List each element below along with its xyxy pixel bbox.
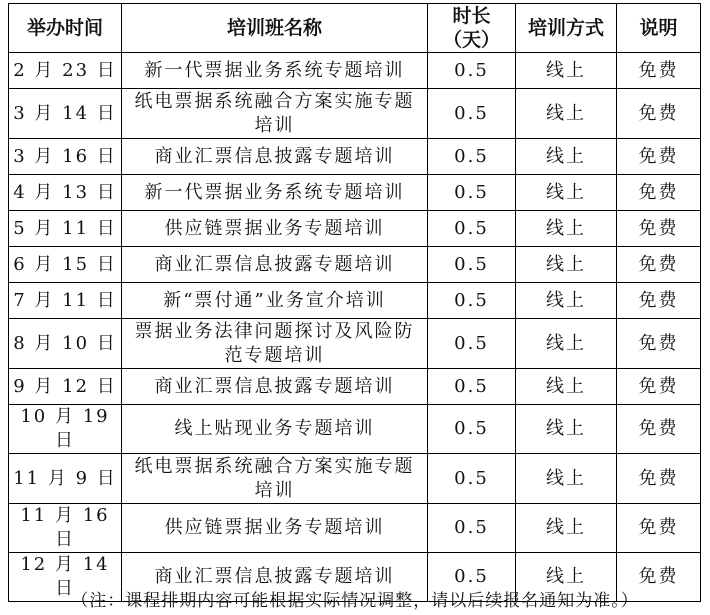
cell-course: 商业汇票信息披露专题培训 [122, 247, 428, 283]
cell-duration: 0.5 [428, 319, 516, 369]
cell-note: 免费 [617, 405, 701, 454]
cell-note: 免费 [617, 175, 701, 211]
cell-note: 免费 [617, 369, 701, 405]
table-header-row [9, 4, 701, 53]
cell-mode: 线上 [516, 53, 617, 89]
cell-duration: 0.5 [428, 553, 516, 602]
table-row [9, 369, 701, 405]
cell-course: 新一代票据业务系统专题培训 [122, 175, 428, 211]
cell-course: 商业汇票信息披露专题培训 [122, 369, 428, 405]
cell-course: 供应链票据业务专题培训 [122, 211, 428, 247]
cell-duration: 0.5 [428, 89, 516, 139]
cell-duration: 0.5 [428, 139, 516, 175]
cell-date: 2 月 23 日 [9, 53, 122, 89]
table-row [9, 89, 701, 139]
cell-course: 线上贴现业务专题培训 [122, 405, 428, 454]
table-row [9, 454, 701, 504]
cell-mode: 线上 [516, 211, 617, 247]
table-body [9, 53, 701, 602]
cell-note: 免费 [617, 553, 701, 602]
cell-date: 3 月 14 日 [9, 89, 122, 139]
cell-duration: 0.5 [428, 211, 516, 247]
header-mode: 培训方式 [516, 4, 617, 53]
training-schedule-table [8, 3, 701, 602]
cell-course: 商业汇票信息披露专题培训 [122, 553, 428, 602]
cell-mode: 线上 [516, 405, 617, 454]
cell-duration: 0.5 [428, 175, 516, 211]
cell-mode: 线上 [516, 89, 617, 139]
cell-note: 免费 [617, 53, 701, 89]
table-row [9, 139, 701, 175]
header-duration: 时长 （天） [428, 4, 516, 53]
table-row [9, 247, 701, 283]
cell-mode: 线上 [516, 283, 617, 319]
cell-duration: 0.5 [428, 283, 516, 319]
cell-date: 11 月 9 日 [9, 454, 122, 504]
cell-mode: 线上 [516, 454, 617, 504]
table-row [9, 211, 701, 247]
cell-course: 供应链票据业务专题培训 [122, 504, 428, 553]
cell-date: 6 月 15 日 [9, 247, 122, 283]
cell-course: 商业汇票信息披露专题培训 [122, 139, 428, 175]
table-row [9, 319, 701, 369]
cell-date: 3 月 16 日 [9, 139, 122, 175]
cell-mode: 线上 [516, 139, 617, 175]
cell-note: 免费 [617, 504, 701, 553]
table-row [9, 405, 701, 454]
cell-date: 5 月 11 日 [9, 211, 122, 247]
cell-note: 免费 [617, 247, 701, 283]
cell-note: 免费 [617, 89, 701, 139]
footnote: （注：课程排期内容可能根据实际情况调整，请以后续报名通知为准。） [71, 591, 639, 611]
table-row [9, 175, 701, 211]
cell-course: 纸电票据系统融合方案实施专题培训 [122, 89, 428, 139]
cell-note: 免费 [617, 319, 701, 369]
cell-mode: 线上 [516, 369, 617, 405]
cell-duration: 0.5 [428, 504, 516, 553]
cell-mode: 线上 [516, 247, 617, 283]
cell-duration: 0.5 [428, 53, 516, 89]
header-date: 举办时间 [9, 4, 122, 53]
cell-note: 免费 [617, 211, 701, 247]
table-row [9, 283, 701, 319]
cell-date: 8 月 10 日 [9, 319, 122, 369]
cell-note: 免费 [617, 139, 701, 175]
cell-mode: 线上 [516, 175, 617, 211]
table-row [9, 504, 701, 553]
table-row [9, 53, 701, 89]
cell-mode: 线上 [516, 504, 617, 553]
cell-note: 免费 [617, 454, 701, 504]
cell-course: 新“票付通”业务宣介培训 [122, 283, 428, 319]
cell-mode: 线上 [516, 553, 617, 602]
cell-date: 7 月 11 日 [9, 283, 122, 319]
cell-date: 11 月 16 日 [9, 504, 122, 553]
header-course: 培训班名称 [122, 4, 428, 53]
cell-duration: 0.5 [428, 405, 516, 454]
cell-date: 10 月 19 日 [9, 405, 122, 454]
cell-course: 票据业务法律问题探讨及风险防范专题培训 [122, 319, 428, 369]
cell-course: 纸电票据系统融合方案实施专题培训 [122, 454, 428, 504]
header-note: 说明 [617, 4, 701, 53]
cell-date: 12 月 14 日 [9, 553, 122, 602]
cell-mode: 线上 [516, 319, 617, 369]
cell-course: 新一代票据业务系统专题培训 [122, 53, 428, 89]
cell-date: 9 月 12 日 [9, 369, 122, 405]
cell-duration: 0.5 [428, 247, 516, 283]
cell-duration: 0.5 [428, 454, 516, 504]
cell-note: 免费 [617, 283, 701, 319]
cell-duration: 0.5 [428, 369, 516, 405]
cell-date: 4 月 13 日 [9, 175, 122, 211]
